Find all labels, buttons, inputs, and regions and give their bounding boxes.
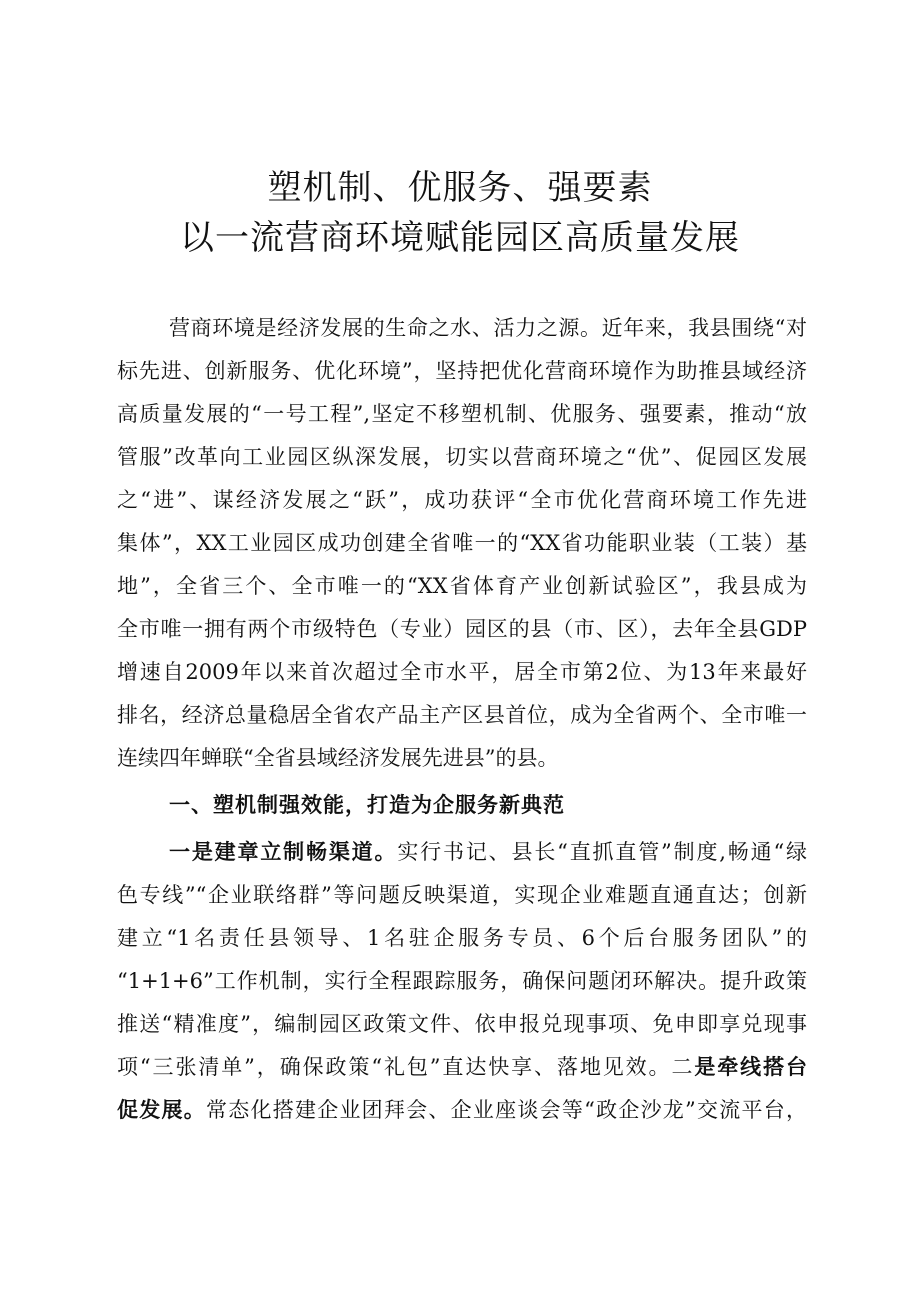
intro-line: 集体”，XX工业园区成功创建全省唯一的“XX省功能职业装（工装）基 [117,531,807,555]
bold-lead-phrase: 促发展。 [117,1098,206,1122]
paragraph-text: 常态化搭建企业团拜会、企业座谈会等“政企沙龙”交流平台， [205,1098,807,1122]
intro-line: 全市唯一拥有两个市级特色（专业）园区的县（市、区），去年全县GDP [117,617,807,641]
document-title-line-1: 塑机制、优服务、强要素 [267,168,653,208]
paragraph-line: 推送“精准度”，编制园区政策文件、依申报兑现事项、免申即享兑现事 [117,1012,807,1036]
paragraph-text: 项“三张清单”，确保政策“礼包”直达快享、落地见效。二 [117,1055,695,1079]
bold-lead-phrase: 是牵线搭台 [694,1055,807,1079]
section-heading: 一、塑机制强效能，打造为企服务新典范 [169,793,565,817]
intro-line: 之“进”、谋经济发展之“跃”，成功获评“全市优化营商环境工作先进 [117,488,807,512]
intro-line: 连续四年蝉联“全省县域经济发展先进县”的县。 [117,746,559,770]
intro-line: 营商环境是经济发展的生命之水、活力之源。近年来，我县围绕“对 [169,316,807,340]
paragraph-line [117,1095,807,1125]
bold-lead-phrase: 一是建章立制畅渠道。 [169,840,398,864]
intro-line: 高质量发展的“一号工程”,坚定不移塑机制、优服务、强要素，推动“放 [117,402,807,426]
intro-line: 排名，经济总量稳居全省农产品主产区县首位，成为全省两个、全市唯一 [117,703,807,727]
paragraph-line: 建立“1名责任县领导、1名驻企服务专员、6个后台服务团队”的 [117,926,807,950]
intro-line: 标先进、创新服务、优化环境”，坚持把优化营商环境作为助推县域经济 [117,359,807,383]
paragraph-line: “1+1+6”工作机制，实行全程跟踪服务，确保问题闭环解决。提升政策 [117,969,807,993]
intro-line: 地”，全省三个、全市唯一的“XX省体育产业创新试验区”，我县成为 [117,574,807,598]
paragraph-text: 实行书记、县长“直抓直管”制度,畅通“绿 [397,840,807,864]
paragraph-line: 色专线”“企业联络群”等问题反映渠道，实现企业难题直通直达；创新 [117,883,807,907]
document-title-line-2: 以一流营商环境赋能园区高质量发展 [180,218,740,258]
intro-line: 增速自2009年以来首次超过全市水平，居全市第2位、为13年来最好 [117,660,807,684]
intro-line: 管服”改革向工业园区纵深发展，切实以营商环境之“优”、促园区发展 [117,445,807,469]
paragraph-line [169,837,807,867]
paragraph-line [117,1052,807,1082]
